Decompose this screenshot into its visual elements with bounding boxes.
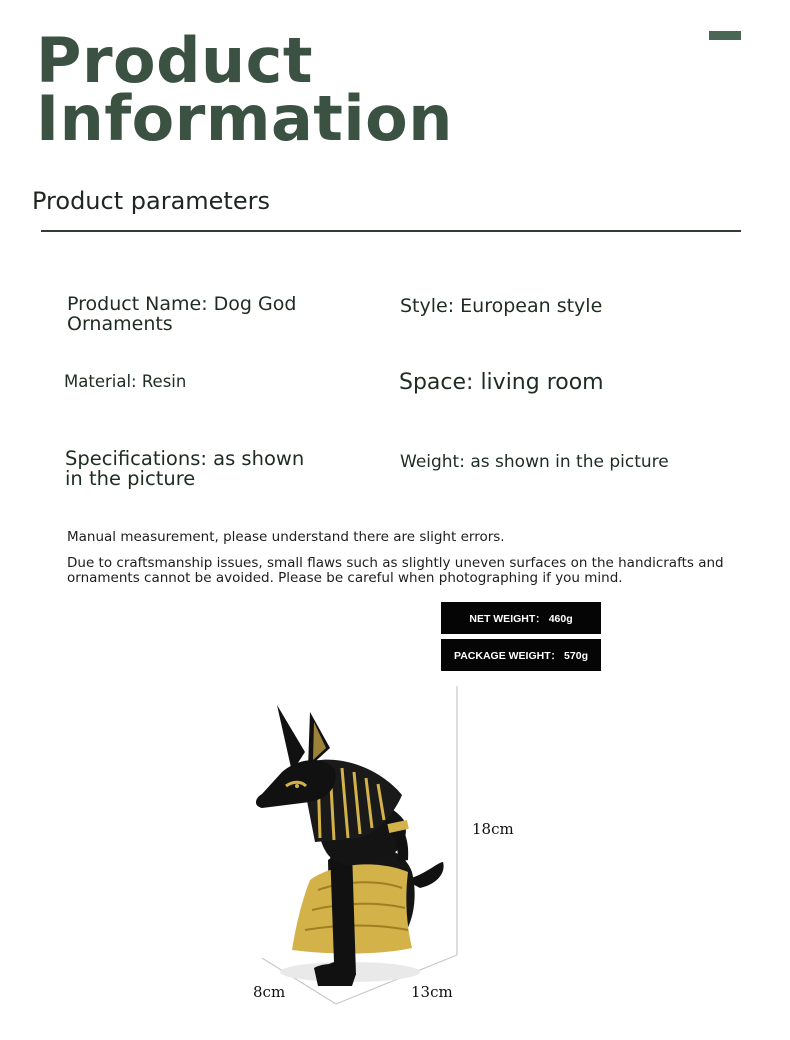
param-material: Material: Resin bbox=[64, 372, 187, 391]
dimension-depth-label: 8cm bbox=[253, 983, 286, 1001]
net-weight-badge: NET WEIGHT： 460g bbox=[441, 602, 601, 634]
note-craftsmanship: Due to craftsmanship issues, small flaws such as slightly uneven surfaces on the handicrafts and ornaments cannot be avoided. Please be careful when photographing if you mind. bbox=[67, 555, 724, 587]
param-weight: Weight: as shown in the picture bbox=[400, 452, 669, 472]
param-product-name: Product Name: Dog God Ornaments bbox=[67, 293, 297, 335]
accent-bar bbox=[709, 31, 741, 40]
section-divider bbox=[41, 230, 741, 232]
note-measurement: Manual measurement, please understand there are slight errors. bbox=[67, 529, 505, 545]
param-space: Space: living room bbox=[399, 370, 604, 395]
param-style: Style: European style bbox=[400, 295, 603, 317]
param-specifications: Specifications: as shown in the picture bbox=[65, 447, 305, 491]
dimension-width-label: 13cm bbox=[411, 983, 453, 1001]
dimension-height-label: 18cm bbox=[472, 820, 514, 838]
page-title-line-1: Product bbox=[36, 24, 314, 97]
section-heading: Product parameters bbox=[32, 187, 270, 215]
anubis-figurine-image bbox=[0, 680, 790, 1020]
page-title-line-2: Information bbox=[36, 82, 453, 155]
package-weight-badge: PACKAGE WEIGHT： 570g bbox=[441, 639, 601, 671]
